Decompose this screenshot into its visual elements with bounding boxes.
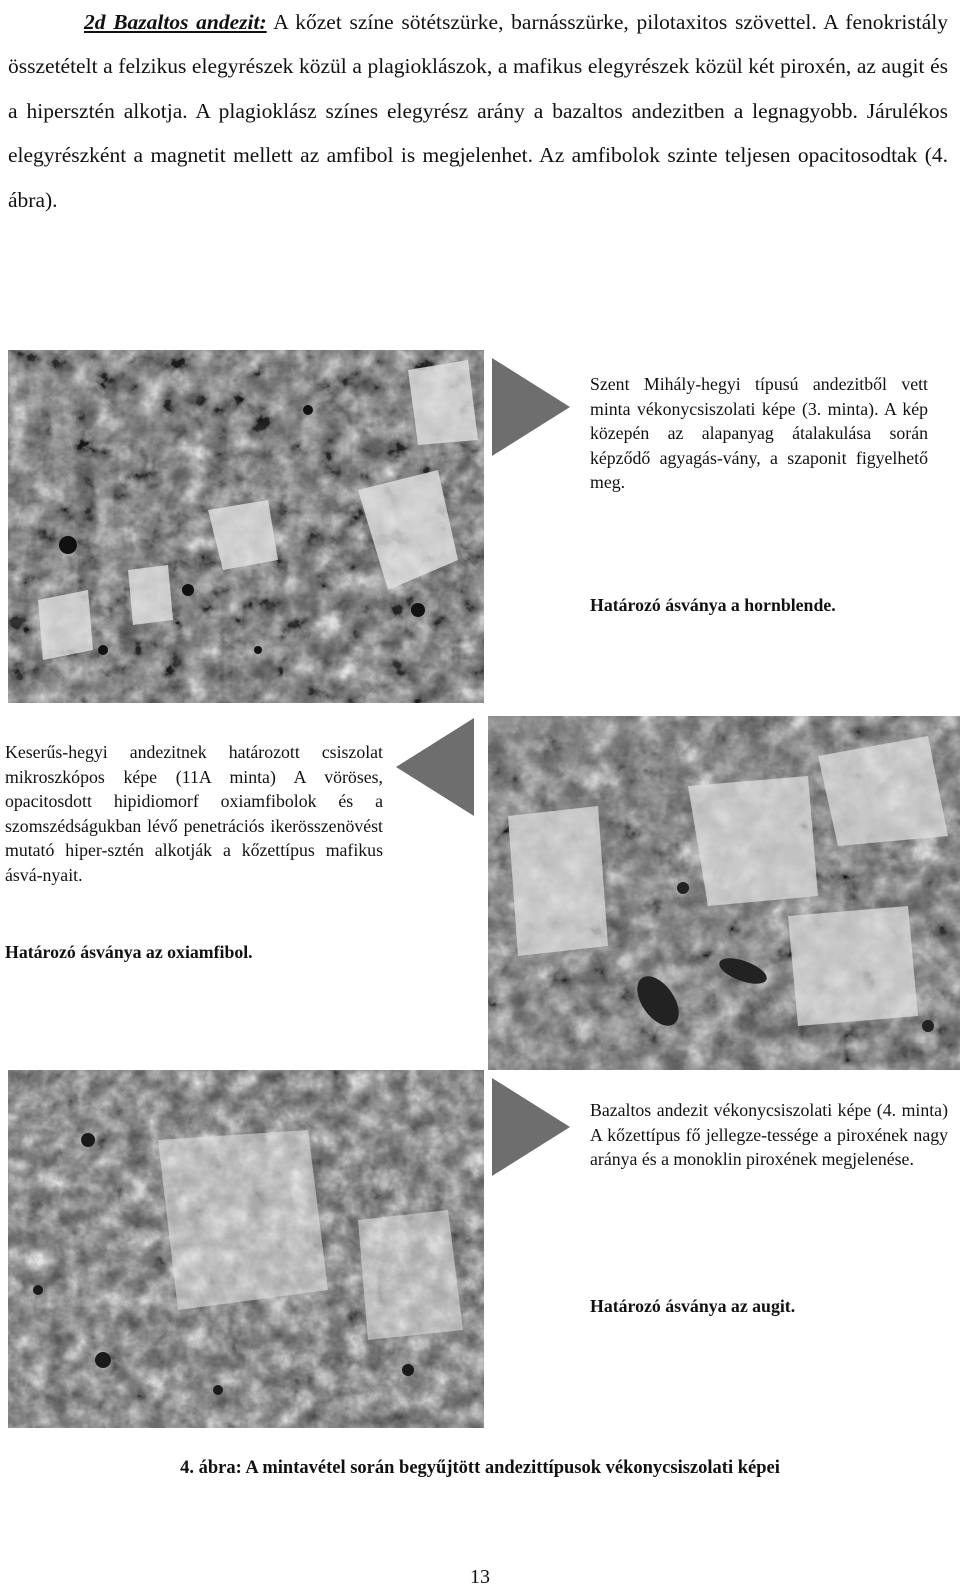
panel-2-finding: Határozó ásványa az oxiamfibol.	[5, 941, 253, 962]
page-number: 13	[470, 1566, 490, 1588]
panel-1-description: Szent Mihály-hegyi típusú andezitből vett minta vékonycsiszolati képe (3. minta). A kép közepén az alapanyag átalakulása során képződő agyagás-vány, a szaponit figyelhető meg.	[590, 374, 928, 493]
panel-2-caption	[5, 740, 383, 964]
arrow-right-icon	[492, 1078, 570, 1176]
arrow-right-icon	[492, 358, 570, 456]
micrograph-2-image	[488, 716, 960, 1070]
panel-3-caption	[590, 1098, 948, 1318]
micrograph-3-image	[8, 1070, 484, 1428]
panel-1-caption	[590, 372, 928, 618]
arrow-left-icon	[396, 718, 474, 816]
panel-3-finding: Határozó ásványa az augit.	[590, 1295, 796, 1316]
figure-caption: 4. ábra: A mintavétel során begyűjtött andezittípusok vékonycsiszolati képei	[180, 1458, 780, 1478]
section-heading: 2d Bazaltos andezit:	[84, 10, 267, 34]
micrograph-1	[8, 350, 484, 703]
micrograph-3	[8, 1070, 484, 1428]
intro-text: A kőzet színe sötétszürke, barnásszürke, pilotaxitos szövettel. A fenokristály összetételt a felzikus elegyrészek közül a plagioklászok, a mafikus elegyrészek közül két piroxén, az augit és a hipersztén alkotja. A plagioklász színes elegyrész arány a bazaltos andezitben a legnagyobb. Járulékos elegyrészként a magnetit mellett az amfibol is megjelenhet. Az amfibolok szinte teljesen opacitosodtak (4. ábra).	[8, 10, 948, 212]
panel-3-description: Bazaltos andezit vékonycsiszolati képe (4. minta) A kőzettípus fő jellegze-tessége a piroxének nagy aránya és a monoklin piroxének megjelenése.	[590, 1100, 948, 1170]
panel-2-description: Keserűs-hegyi andezitnek határozott csiszolat mikroszkópos képe (11A minta) A vöröses, opacitosdott hipidiomorf oxiamfibolok és a szomszédságukban lévő penetrációs ikerösszenövést mutató hiper-sztén alkotják a kőzettípus mafikus ásvá-nyait.	[5, 742, 383, 885]
intro-paragraph	[8, 0, 948, 222]
panel-1-finding: Határozó ásványa a hornblende.	[590, 594, 836, 615]
micrograph-1-image	[8, 350, 484, 703]
micrograph-2	[488, 716, 960, 1070]
